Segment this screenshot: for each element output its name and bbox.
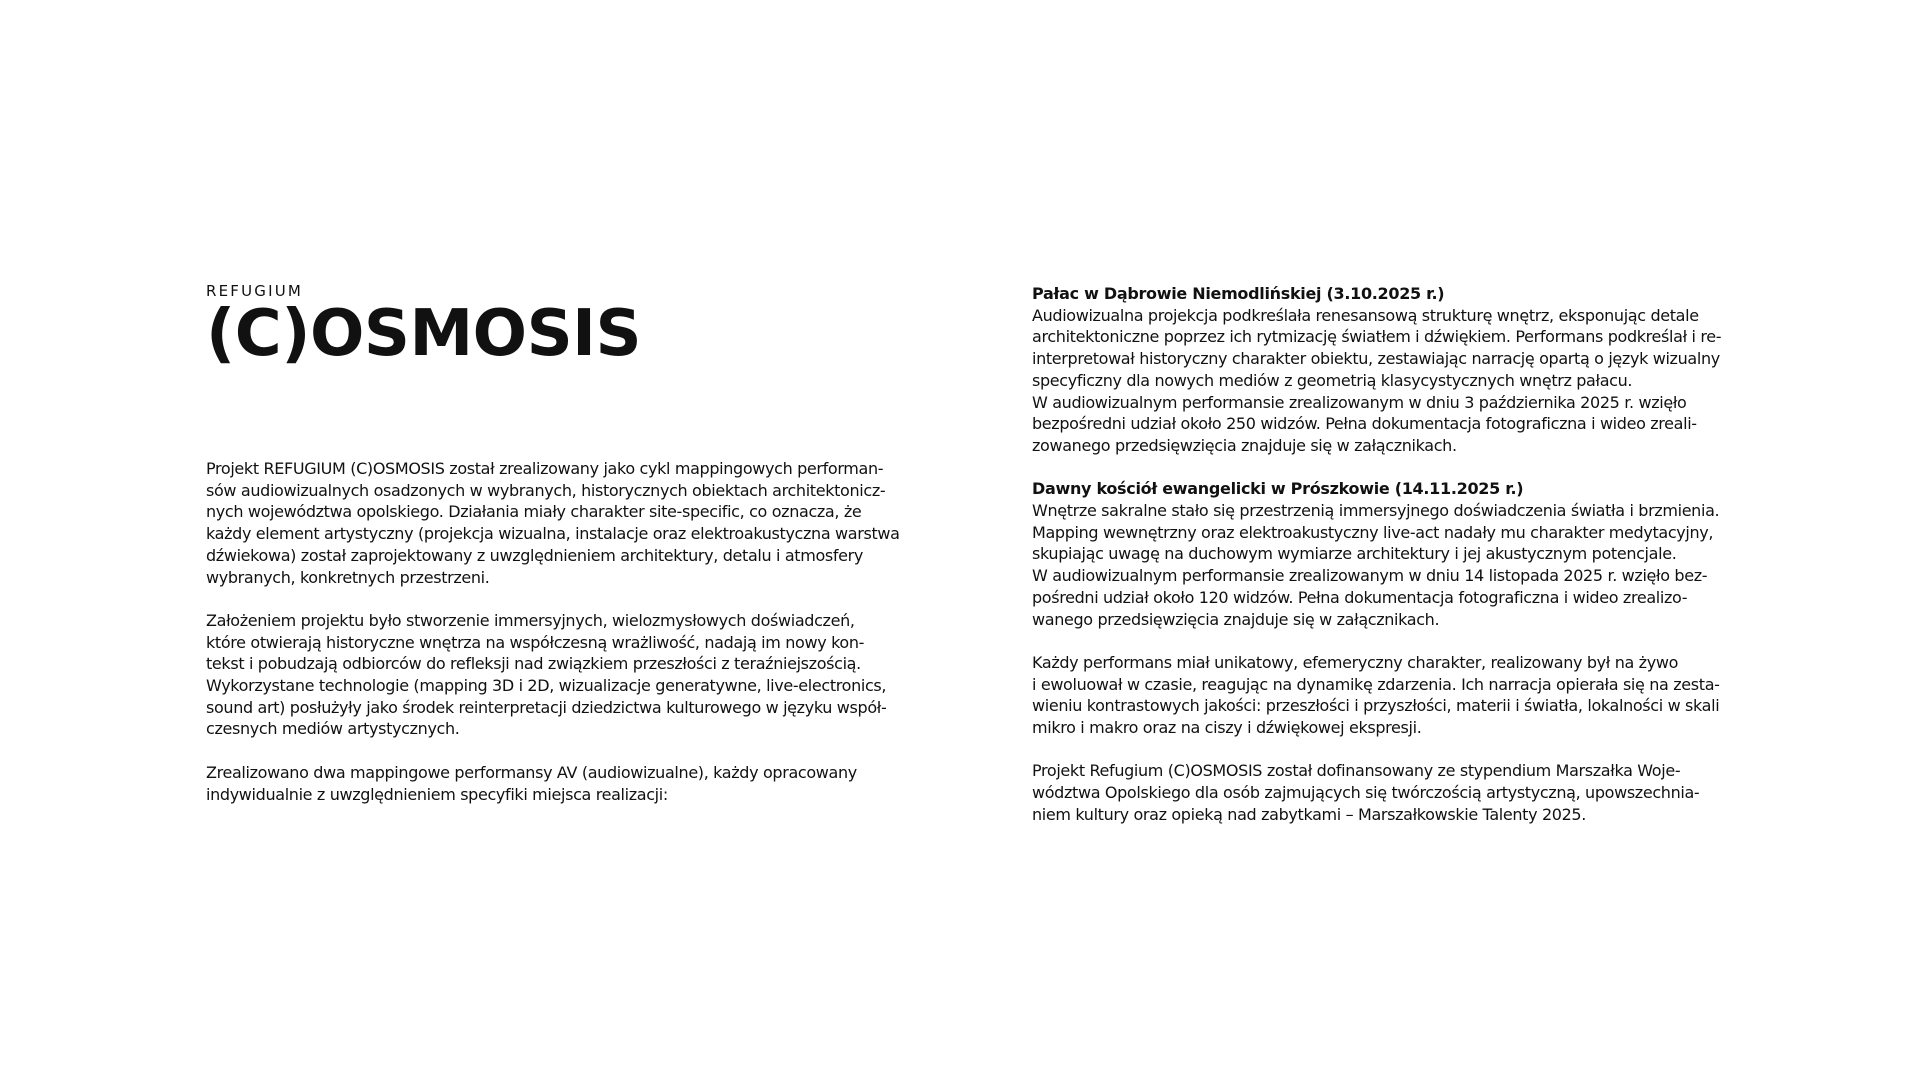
- project-title: (C)OSMOSIS: [206, 297, 642, 371]
- performance-character-paragraph: [1032, 652, 1732, 739]
- text-line: czesnych mediów artystycznych.: [206, 719, 460, 739]
- text-line: niem kultury oraz opieką nad zabytkami – Marszałkowskie Talenty 2025.: [1032, 804, 1586, 824]
- text-line: pośredni udział około 120 widzów. Pełna dokumentacja fotograficzna i wideo zrealizo-: [1032, 587, 1688, 607]
- text-line: Założeniem projektu było stworzenie immersyjnych, wielozmysłowych doświadczeń,: [206, 610, 855, 630]
- text-line: skupiając uwagę na duchowym wymiarze architektury i jej akustycznym potencjale.: [1032, 544, 1677, 564]
- text-line: i ewoluował w czasie, reagując na dynamikę zdarzenia. Ich narracja opierała się na zesta-: [1032, 674, 1720, 694]
- text-line: indywidualnie z uwzględnieniem specyfiki miejsca realizacji:: [206, 784, 668, 804]
- right-column: [1032, 283, 1732, 847]
- text-line: dźwiekowa) został zaprojektowany z uwzględnieniem architektury, detalu i atmosfery: [206, 545, 864, 565]
- funding-paragraph: [1032, 760, 1732, 825]
- intro-text: [206, 458, 906, 805]
- venue-title: Pałac w Dąbrowie Niemodlińskiej (3.10.2025 r.): [1032, 284, 1445, 303]
- intro-paragraph-2: [206, 610, 906, 740]
- text-line: W audiowizualnym performansie zrealizowanym w dniu 14 listopada 2025 r. wzięło bez-: [1032, 566, 1708, 586]
- text-line: Zrealizowano dwa mappingowe performansy AV (audiowizualne), każdy opracowany: [206, 762, 857, 782]
- text-line: zowanego przedsięwzięcia znajduje się w załącznikach.: [1032, 435, 1457, 455]
- text-line: które otwierają historyczne wnętrza na współczesną wrażliwość, nadają im nowy kon-: [206, 632, 865, 652]
- text-line: nych województwa opolskiego. Działania miały charakter site-specific, co oznacza, że: [206, 502, 862, 522]
- text-line: bezpośredni udział około 250 widzów. Pełna dokumentacja fotograficzna i wideo zreali-: [1032, 414, 1697, 434]
- text-line: tekst i pobudzają odbiorców do refleksji nad związkiem przeszłości z teraźniejszością.: [206, 654, 861, 674]
- text-line: Mapping wewnętrzny oraz elektroakustyczny live-act nadały mu charakter medytacyjny,: [1032, 522, 1714, 542]
- text-line: architektoniczne poprzez ich rytmizację światłem i dźwiękiem. Performans podkreślał i re-: [1032, 327, 1722, 347]
- text-line: mikro i makro oraz na ciszy i dźwiękowej ekspresji.: [1032, 718, 1422, 738]
- venue-section-dabrowa: [1032, 283, 1732, 457]
- text-line: wództwa Opolskiego dla osób zajmujących się twórczością artystyczną, upowszechnia-: [1032, 783, 1700, 803]
- venue-title: Dawny kościół ewangelicki w Prószkowie (14.11.2025 r.): [1032, 479, 1524, 499]
- text-line: specyficzny dla nowych mediów z geometrią klasycystycznych wnętrz pałacu.: [1032, 370, 1633, 390]
- venue-description: [1032, 500, 1732, 630]
- text-line: wanego przedsięwzięcia znajduje się w załącznikach.: [1032, 609, 1440, 629]
- text-line: W audiowizualnym performansie zrealizowanym w dniu 3 października 2025 r. wzięło: [1032, 392, 1687, 412]
- text-line: interpretował historyczny charakter obiektu, zestawiając narrację opartą o język wizualny: [1032, 349, 1720, 369]
- text-line: Wykorzystane technologie (mapping 3D i 2D, wizualizacje generatywne, live-electronics,: [206, 676, 887, 696]
- intro-paragraph-3: [206, 762, 906, 805]
- text-line: Każdy performans miał unikatowy, efemeryczny charakter, realizowany był na żywo: [1032, 652, 1679, 672]
- venue-section-proszkow: [1032, 478, 1732, 630]
- text-line: każdy element artystyczny (projekcja wizualna, instalacje oraz elektroakustyczna warstwa: [206, 524, 900, 544]
- text-line: sów audiowizualnych osadzonych w wybranych, historycznych obiektach architektonicz-: [206, 480, 886, 500]
- text-line: Projekt Refugium (C)OSMOSIS został dofinansowany ze stypendium Marszałka Woje-: [1032, 761, 1681, 781]
- intro-paragraph-1: [206, 458, 906, 588]
- text-line: Projekt REFUGIUM (C)OSMOSIS został zrealizowany jako cykl mappingowych performan-: [206, 459, 884, 478]
- text-line: Wnętrze sakralne stało się przestrzenią immersyjnego doświadczenia światła i brzmienia.: [1032, 501, 1720, 521]
- text-line: sound art) posłużyły jako środek reinterpretacji dziedzictwa kulturowego w języku współ-: [206, 697, 887, 717]
- text-line: wybranych, konkretnych przestrzeni.: [206, 567, 490, 587]
- text-line: wieniu kontrastowych jakości: przeszłości i przyszłości, materii i światła, lokalności w skali: [1032, 696, 1720, 716]
- left-column: [206, 282, 906, 827]
- text-line: Audiowizualna projekcja podkreślała renesansową strukturę wnętrz, eksponując detale: [1032, 305, 1699, 325]
- venue-description: [1032, 305, 1732, 457]
- project-kicker: REFUGIUM: [206, 282, 304, 300]
